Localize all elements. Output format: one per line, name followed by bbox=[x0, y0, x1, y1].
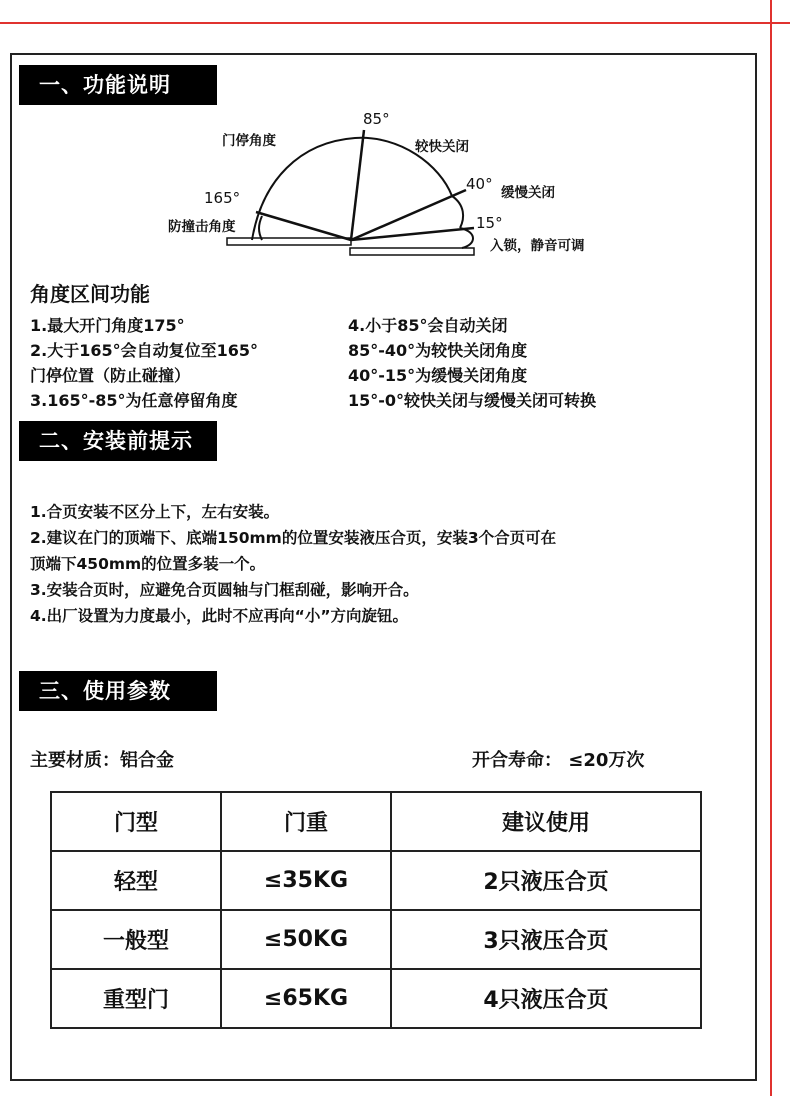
slow-arc bbox=[452, 196, 463, 228]
material-label: 主要材质：铝合金 bbox=[30, 750, 174, 771]
table-cell: 2只液压合页 bbox=[391, 851, 701, 910]
angle-function-heading: 角度区间功能 bbox=[30, 282, 150, 306]
table-cell: ≤50KG bbox=[221, 910, 391, 969]
table-header-cell: 门型 bbox=[51, 792, 221, 851]
spec-table bbox=[50, 791, 702, 1029]
angle-line-left: 3.165°-85°为任意停留角度 bbox=[30, 391, 238, 410]
section-1-header: 一、功能说明 bbox=[19, 65, 217, 105]
table-cell: ≤35KG bbox=[221, 851, 391, 910]
line-40 bbox=[351, 190, 466, 240]
label-anticollision: 防撞击角度 bbox=[168, 219, 236, 235]
angle-line-left: 1.最大开门角度175° bbox=[30, 316, 185, 335]
frame-bar-left bbox=[227, 238, 351, 245]
angle-line-right: 40°-15°为缓慢关闭角度 bbox=[348, 366, 528, 385]
install-tip-line: 2.建议在门的顶端下、底端150mm的位置安装液压合页，安装3个合页可在 bbox=[30, 529, 557, 547]
section-2-header: 二、安装前提示 bbox=[19, 421, 217, 461]
table-cell: 3只液压合页 bbox=[391, 910, 701, 969]
lock-arc bbox=[460, 228, 473, 248]
label-15-deg: 15° bbox=[476, 214, 503, 232]
table-row bbox=[51, 851, 701, 910]
table-cell: 轻型 bbox=[51, 851, 221, 910]
frame-bar-right bbox=[350, 248, 474, 255]
install-tip-line: 1.合页安装不区分上下，左右安装。 bbox=[30, 503, 280, 521]
anticollision-arc bbox=[259, 216, 262, 240]
label-lock: 入锁，静音可调 bbox=[490, 238, 585, 254]
table-header-cell: 门重 bbox=[221, 792, 391, 851]
angle-line-left: 门停位置（防止碰撞） bbox=[30, 366, 191, 385]
line-15 bbox=[351, 228, 474, 240]
angle-line-right: 15°-0°较快关闭与缓慢关闭可转换 bbox=[348, 391, 597, 410]
lifetime-label: 开合寿命： ≤20万次 bbox=[472, 750, 645, 771]
install-tip-line: 4.出厂设置为力度最小，此时不应再向“小”方向旋钮。 bbox=[30, 607, 409, 625]
line-85 bbox=[351, 130, 364, 240]
line-165 bbox=[256, 212, 351, 240]
label-40-deg: 40° bbox=[466, 175, 493, 193]
angle-line-right: 4.小于85°会自动关闭 bbox=[348, 316, 508, 335]
section-3-header: 三、使用参数 bbox=[19, 671, 217, 711]
angle-line-right: 85°-40°为较快关闭角度 bbox=[348, 341, 528, 360]
table-header-row bbox=[51, 792, 701, 851]
label-85-deg: 85° bbox=[363, 110, 390, 128]
table-cell: 4只液压合页 bbox=[391, 969, 701, 1028]
label-165-deg: 165° bbox=[204, 189, 241, 207]
angle-line-left: 2.大于165°会自动复位至165° bbox=[30, 341, 259, 360]
table-cell: 重型门 bbox=[51, 969, 221, 1028]
table-header-cell: 建议使用 bbox=[391, 792, 701, 851]
install-tip-line: 3.安装合页时，应避免合页圆轴与门框刮碰，影响开合。 bbox=[30, 581, 419, 599]
install-tip-line: 顶端下450mm的位置多装一个。 bbox=[30, 555, 266, 573]
table-cell: ≤65KG bbox=[221, 969, 391, 1028]
label-fast-close: 较快关闭 bbox=[415, 139, 469, 155]
table-row bbox=[51, 969, 701, 1028]
door-angle-svg bbox=[0, 0, 790, 270]
label-slow-close: 缓慢关闭 bbox=[501, 185, 555, 201]
label-stop-angle: 门停角度 bbox=[222, 133, 276, 149]
table-cell: 一般型 bbox=[51, 910, 221, 969]
table-row bbox=[51, 910, 701, 969]
